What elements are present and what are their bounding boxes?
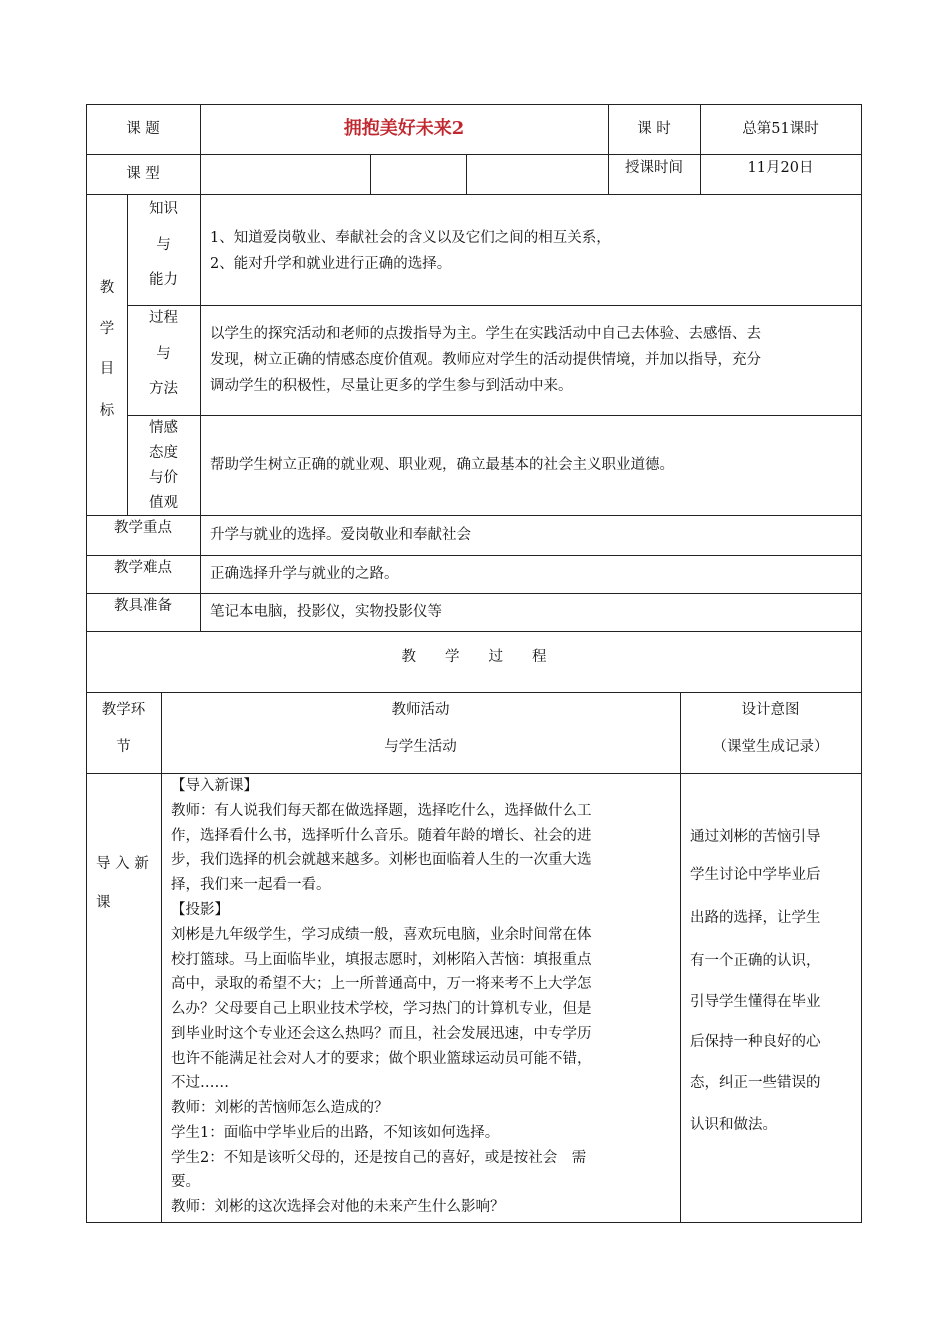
lesson-plan-page: 课 题 拥抱美好未来2 课 时 总第51课时 课 型 授课时间 11月20日 教 学 目 标 知识 与 能力 1、知道爱岗敬业、奉献社会的含义以及它们之间的相互关系， 2、能对升学和就业进行正确的选择。 过程 与 方法 以学生的探究活动和老师的点拨指导为主。学生在实践活动中自己去体验、去感悟、去 发现，树立正确的情感态度价值观。教师应对学生的活动提供情境，并加以指导，充分 调动学生的积极性，尽量让更多的学生参与到活动中来。 情感 态度 与价 值观 帮助学生树立正确的就业观、职业观，确立最基本的社会主义职业道德。 教学重点 升学与就业的选择。爱岗敬业和奉献社会 教学难点 正确选择升学与就业的之路。 教具准备 笔记本电脑，投影仪，实物投影仪等 教 学 过 程 教学环 节 教师活动 与学生活动 设计意图 （课堂生成记录） 导 入 新 课 【导入新课】 教师：有人说我们每天都在做选择题，选择吃什么，选择做什么工 作，选择看什么书，选择听什么音乐。随着年龄的增长、社会的进 步，我们选择的机会就越来越多。刘彬也面临着人生的一次重大选 择，我们来一起看一看。 【投影】 刘彬是九年级学生，学习成绩一般，喜欢玩电脑，业余时间常在体 校打篮球。马上面临毕业，填报志愿时，刘彬陷入苦恼：填报重点 高中，录取的希望不大；上一所普通高中，万一将来考不上大学怎 么办？父母要自己上职业技术学校，学习热门的计算机专业，但是 到毕业时这个专业还会这么热吗？而且，社会发展迅速，中专学历 也许不能满足社会对人才的要求；做个职业篮球运动员可能不错， 不过…… 教师：刘彬的苦恼师怎么造成的？ 学生1：面临中学毕业后的出路，不知该如何选择。 学生2：不知是该听父母的，还是按自己的喜好，或是按社会 需 要。 教师：刘彬的这次选择会对他的未来产生什么影响？ 通过刘彬的苦恼引导 学生讨论中学毕业后 出路的选择，让学生 有一个正确的认识， 引导学生懂得在毕业 后保持一种良好的心 态，纠正一些错误的 认识和做法。 [0, 0, 950, 1344]
difficulties-text: 正确选择升学与就业的之路。 [210, 566, 399, 582]
emotion-text: 帮助学生树立正确的就业观、职业观，确立最基本的社会主义职业道德。 [210, 457, 674, 473]
lesson-title: 拥抱美好未来2 [343, 118, 465, 139]
key-points-text: 升学与就业的选择。爱岗敬业和奉献社会 [210, 527, 471, 543]
objectives-label-char: 目 [99, 361, 115, 377]
objectives-label-char: 学 [99, 321, 115, 337]
key-points-label: 教学重点 [114, 520, 172, 536]
time-value: 11月20日 [747, 160, 814, 176]
period-label: 课 时 [637, 121, 671, 137]
tools-text: 笔记本电脑，投影仪，实物投影仪等 [210, 604, 442, 620]
period-value: 总第51课时 [742, 121, 819, 137]
topic-label: 课 题 [126, 121, 160, 137]
objectives-label-char: 标 [99, 403, 115, 419]
difficulties-label: 教学难点 [114, 560, 172, 576]
objectives-label-char: 教 [99, 280, 115, 296]
time-label: 授课时间 [625, 160, 683, 176]
type-label: 课 型 [126, 166, 160, 182]
process-title: 教 学 过 程 [401, 649, 547, 665]
tools-label: 教具准备 [114, 598, 172, 614]
